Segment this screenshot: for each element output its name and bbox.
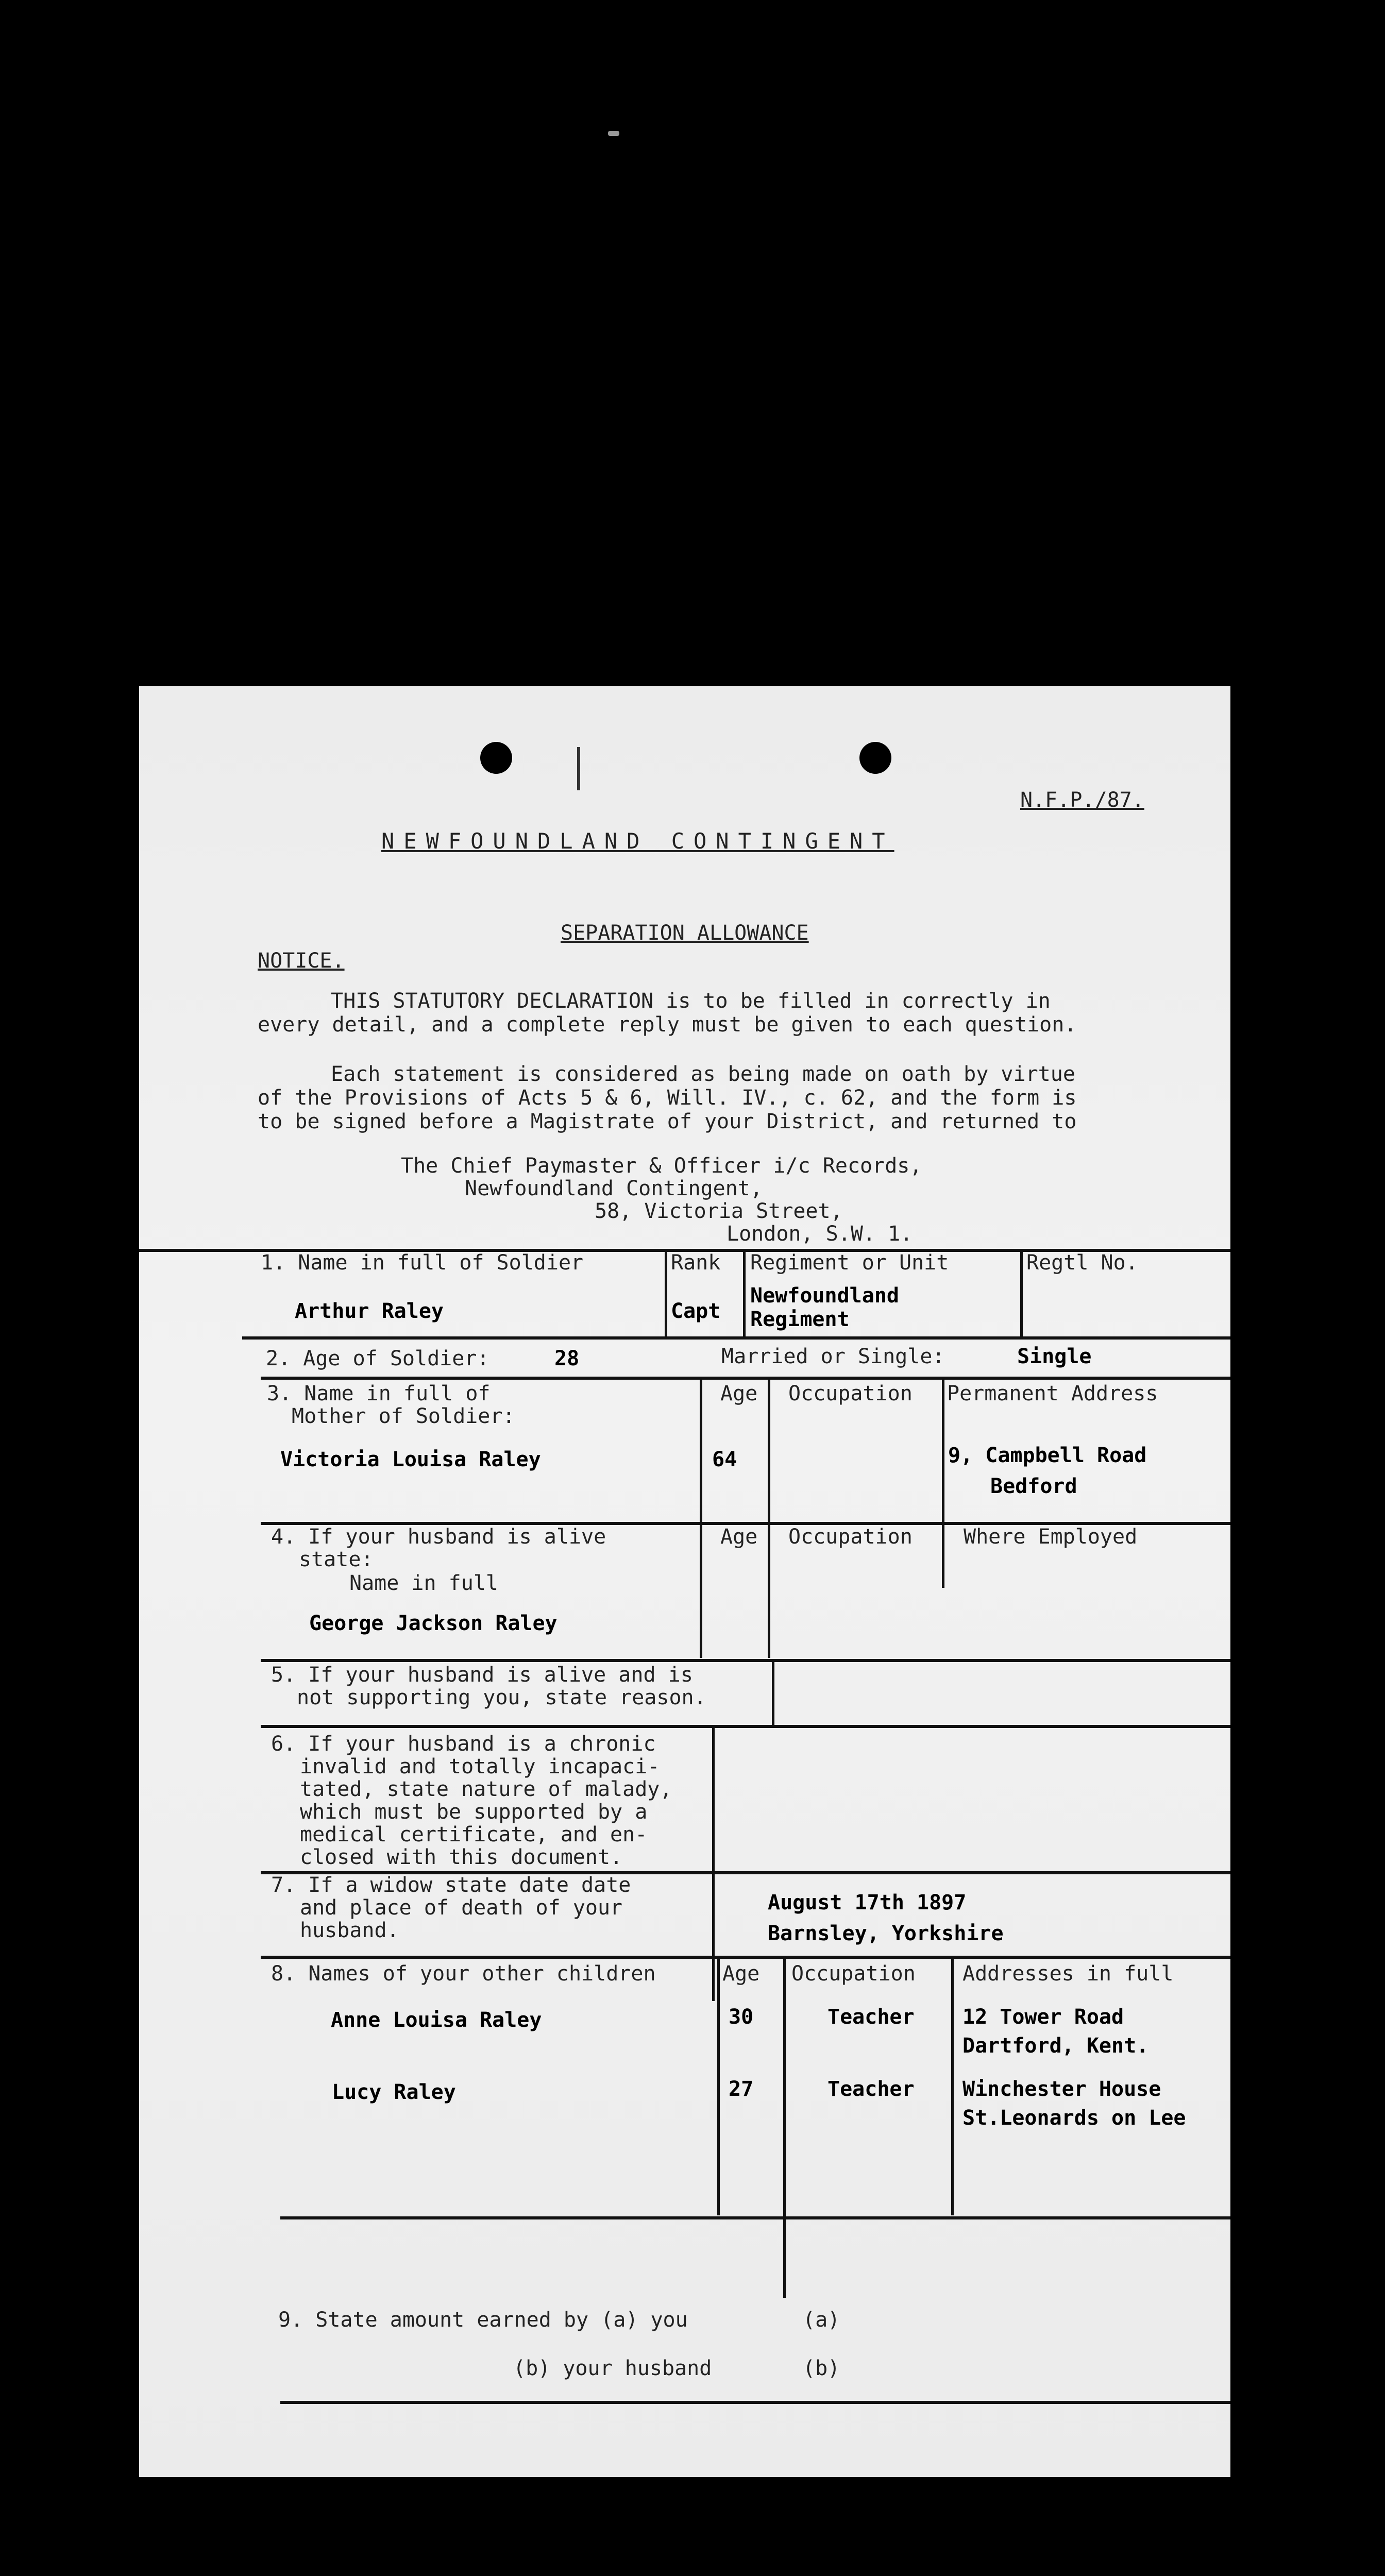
q3-label-line1: 3. Name in full of [267, 1382, 491, 1405]
husband-name: George Jackson Raley [309, 1612, 558, 1635]
q1-rank-header: Rank [671, 1251, 721, 1275]
q7-label-line1: 7. If a widow state date date [271, 1873, 631, 1897]
q5-col [772, 1659, 774, 1725]
child1-age: 30 [729, 2005, 754, 2029]
q4-age-header: Age [720, 1525, 758, 1549]
q3-label-line2: Mother of Soldier: [292, 1404, 515, 1428]
rule-q9-bottom [280, 2401, 1230, 2404]
rule-q2-top [242, 1336, 1230, 1340]
child1-name: Anne Louisa Raley [331, 2008, 542, 2032]
q6-label-line3: tated, state nature of malady, [300, 1777, 672, 1801]
q7-label-line2: and place of death of your [300, 1896, 623, 1920]
address-line4: London, S.W. 1. [727, 1222, 913, 1246]
q8-col-address [951, 1956, 954, 2215]
child2-age: 27 [729, 2077, 754, 2101]
form-heading: NEWFOUNDLAND CONTINGENT [381, 828, 894, 854]
q3-occupation-header: Occupation [788, 1382, 913, 1405]
punch-hole-right [859, 742, 891, 774]
q5-label-line1: 5. If your husband is alive and is [271, 1663, 693, 1687]
q8-col-occupation [783, 1956, 786, 2298]
form-reference: N.F.P./87. [1020, 788, 1144, 812]
child1-address-line1: 12 Tower Road [962, 2005, 1124, 2029]
soldier-name: Arthur Raley [295, 1299, 444, 1323]
q1-regtl-header: Regtl No. [1026, 1251, 1138, 1275]
q8-occupation-header: Occupation [791, 1962, 916, 1986]
q3q4-col-address [942, 1377, 944, 1588]
q2-married-label: Married or Single: [721, 1345, 945, 1368]
punch-hole-left [480, 742, 512, 774]
binding-clip-mark [577, 747, 580, 790]
form-subheading: SEPARATION ALLOWANCE [561, 921, 809, 945]
q1-regiment-header: Regiment or Unit [750, 1251, 949, 1275]
q6-label-line5: medical certificate, and en- [300, 1823, 648, 1846]
husband-death-date: August 17th 1897 [768, 1891, 967, 1914]
q3q4-col-occupation [768, 1377, 770, 1658]
q4-where-employed-header: Where Employed [964, 1525, 1138, 1549]
q3-address-header: Permanent Address [947, 1382, 1158, 1405]
q9-field-a[interactable]: (a) [803, 2308, 840, 2332]
child2-occupation: Teacher [827, 2077, 915, 2101]
para1-line1: THIS STATUTORY DECLARATION is to be filled in correctly in [331, 989, 1051, 1013]
soldier-rank: Capt [671, 1299, 721, 1323]
para2-line1: Each statement is considered as being made on oath by virtue [331, 1062, 1075, 1086]
declaration-form [139, 686, 1230, 2477]
q9-field-b[interactable]: (b) [803, 2357, 840, 2380]
q9-label-b: (b) your husband [513, 2357, 712, 2380]
mother-age: 64 [712, 1448, 737, 1471]
q8-address-header: Addresses in full [962, 1962, 1174, 1986]
q1-col-regiment [743, 1250, 746, 1336]
q8-label: 8. Names of your other children [271, 1962, 656, 1986]
address-line3: 58, Victoria Street, [595, 1199, 843, 1223]
q4-label-line3: Name in full [349, 1571, 498, 1595]
address-line2: Newfoundland Contingent, [465, 1177, 763, 1200]
rule-q9-top [280, 2216, 1230, 2219]
q3-age-header: Age [720, 1382, 758, 1405]
husband-death-place: Barnsley, Yorkshire [768, 1922, 1004, 1945]
q4-label-line1: 4. If your husband is alive [271, 1525, 606, 1549]
child2-name: Lucy Raley [332, 2080, 456, 2104]
q9-label: 9. State amount earned by (a) you [278, 2308, 688, 2332]
soldier-marital-status: Single [1017, 1345, 1092, 1368]
mother-address-line1: 9, Campbell Road [948, 1444, 1147, 1467]
para1-line2: every detail, and a complete reply must be given to each question. [258, 1013, 1077, 1037]
notice-label: NOTICE. [258, 949, 345, 973]
rule-q6-top [261, 1725, 1230, 1728]
q1-col-rank [665, 1250, 667, 1336]
soldier-regiment-line1: Newfoundland [750, 1284, 899, 1308]
soldier-age: 28 [554, 1347, 580, 1370]
q6-label-line2: invalid and totally incapaci- [300, 1755, 660, 1778]
q5-label-line2: not supporting you, state reason. [297, 1686, 706, 1709]
q6-label-line4: which must be supported by a [300, 1800, 648, 1824]
q2-label: 2. Age of Soldier: [266, 1347, 489, 1370]
q6-label-line6: closed with this document. [300, 1845, 623, 1869]
q3q4-col-age [700, 1377, 702, 1658]
soldier-regiment-line2: Regiment [750, 1308, 850, 1331]
address-line1: The Chief Paymaster & Officer i/c Records, [401, 1154, 922, 1178]
child2-address-line1: Winchester House [962, 2077, 1161, 2101]
child2-address-line2: St.Leonards on Lee [962, 2106, 1186, 2130]
q8-col-age [717, 1956, 720, 2215]
rule-q5-top [261, 1659, 1230, 1662]
q6q7-col [712, 1725, 715, 2001]
para2-line2: of the Provisions of Acts 5 & 6, Will. IV., c. 62, and the form is [258, 1086, 1077, 1110]
q1-label: 1. Name in full of Soldier [261, 1251, 584, 1275]
q8-age-header: Age [722, 1962, 760, 1986]
q7-label-line3: husband. [300, 1919, 399, 1942]
q4-occupation-header: Occupation [788, 1525, 913, 1549]
rule-q3-top [261, 1377, 1230, 1380]
q6-label-line1: 6. If your husband is a chronic [271, 1732, 656, 1756]
rule-q8-top [261, 1956, 1230, 1959]
child1-occupation: Teacher [827, 2005, 915, 2029]
q1-col-regtl [1020, 1250, 1023, 1336]
mother-address-line2: Bedford [990, 1475, 1077, 1498]
para2-line3: to be signed before a Magistrate of your District, and returned to [258, 1110, 1077, 1133]
mother-name: Victoria Louisa Raley [280, 1448, 541, 1471]
scan-speck [608, 131, 619, 136]
q4-label-line2: state: [299, 1548, 374, 1571]
child1-address-line2: Dartford, Kent. [962, 2034, 1149, 2058]
